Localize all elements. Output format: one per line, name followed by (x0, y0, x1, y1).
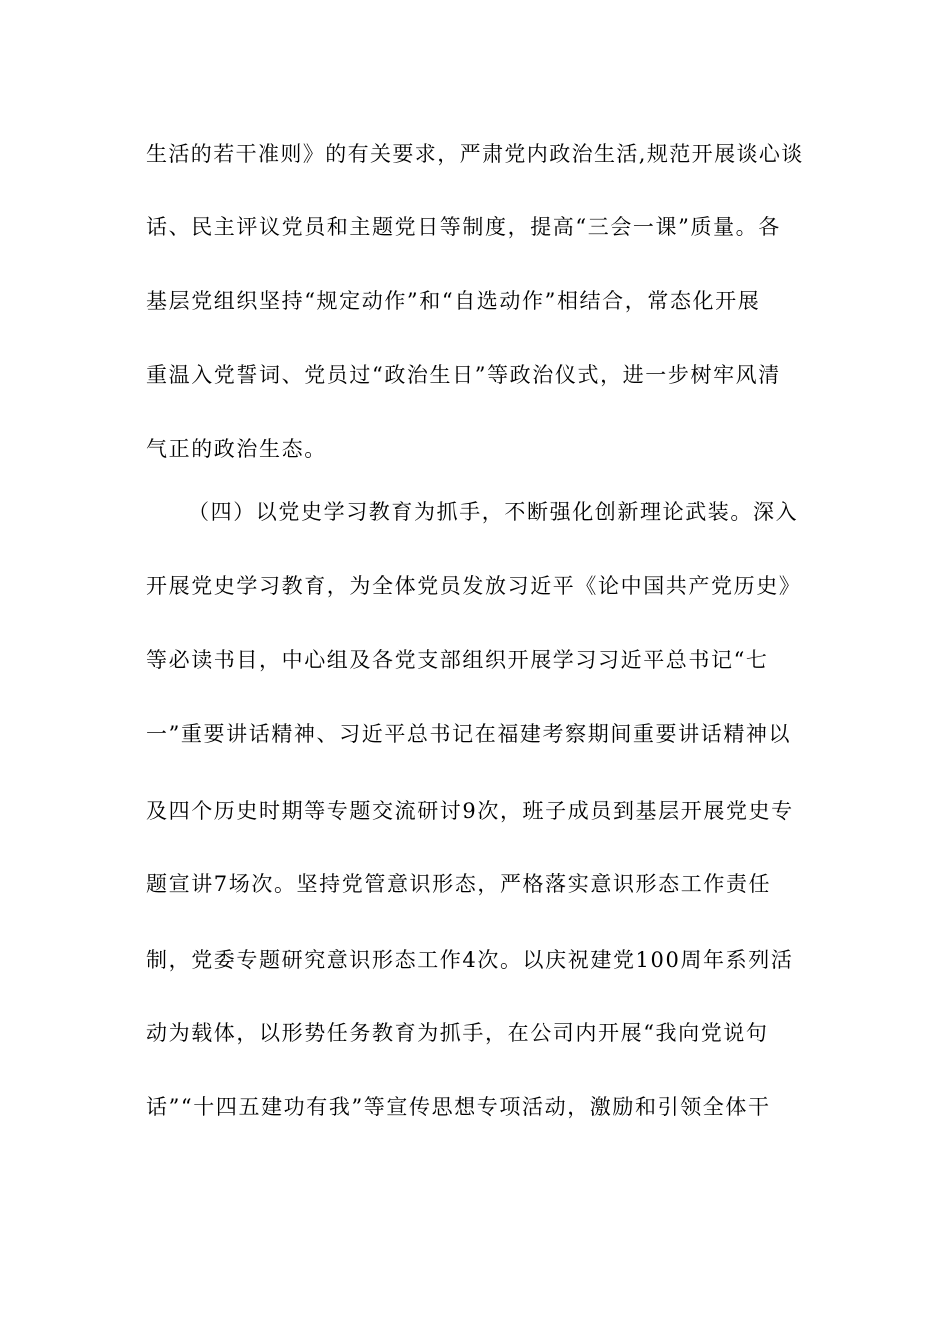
text-line-14: 话”“十四五建功有我”等宣传思想专项活动，激励和引领全体干 (146, 1095, 771, 1119)
text-line-13: 动为载体，以形势任务教育为抓手，在公司内开展“我向党说句 (146, 1021, 769, 1045)
text-line-2: 话、民主评议党员和主题党日等制度，提高“三会一课”质量。各 (146, 215, 781, 239)
text-line-9: 一”重要讲话精神、习近平总书记在福建考察期间重要讲话精神以 (146, 722, 792, 746)
text-line-11: 题宣讲7场次。坚持党管意识形态，严格落实意识形态工作责任 (146, 872, 772, 896)
text-line-4: 重温入党誓词、党员过“政治生日”等政治仪式，进一步树牢风清 (146, 363, 781, 387)
text-line-12: 制，党委专题研究意识形态工作4次。以庆祝建党100周年系列活 (146, 948, 794, 972)
text-line-8: 等必读书目，中心组及各党支部组织开展学习习近平总书记“七 (146, 648, 769, 672)
text-line-10: 及四个历史时期等专题交流研讨9次，班子成员到基层开展党史专 (146, 799, 794, 823)
paragraph-heading-line: （四）以党史学习教育为抓手，不断强化创新理论武装。深入 (188, 500, 799, 524)
text-line-3: 基层党组织坚持“规定动作”和“自选动作”相结合，常态化开展 (146, 289, 761, 313)
text-line-5: 气正的政治生态。 (146, 437, 327, 461)
text-line-1: 生活的若干准则》的有关要求，严肃党内政治生活,规范开展谈心谈 (146, 142, 804, 166)
text-line-7: 开展党史学习教育，为全体党员发放习近平《论中国共产党历史》 (146, 574, 802, 598)
